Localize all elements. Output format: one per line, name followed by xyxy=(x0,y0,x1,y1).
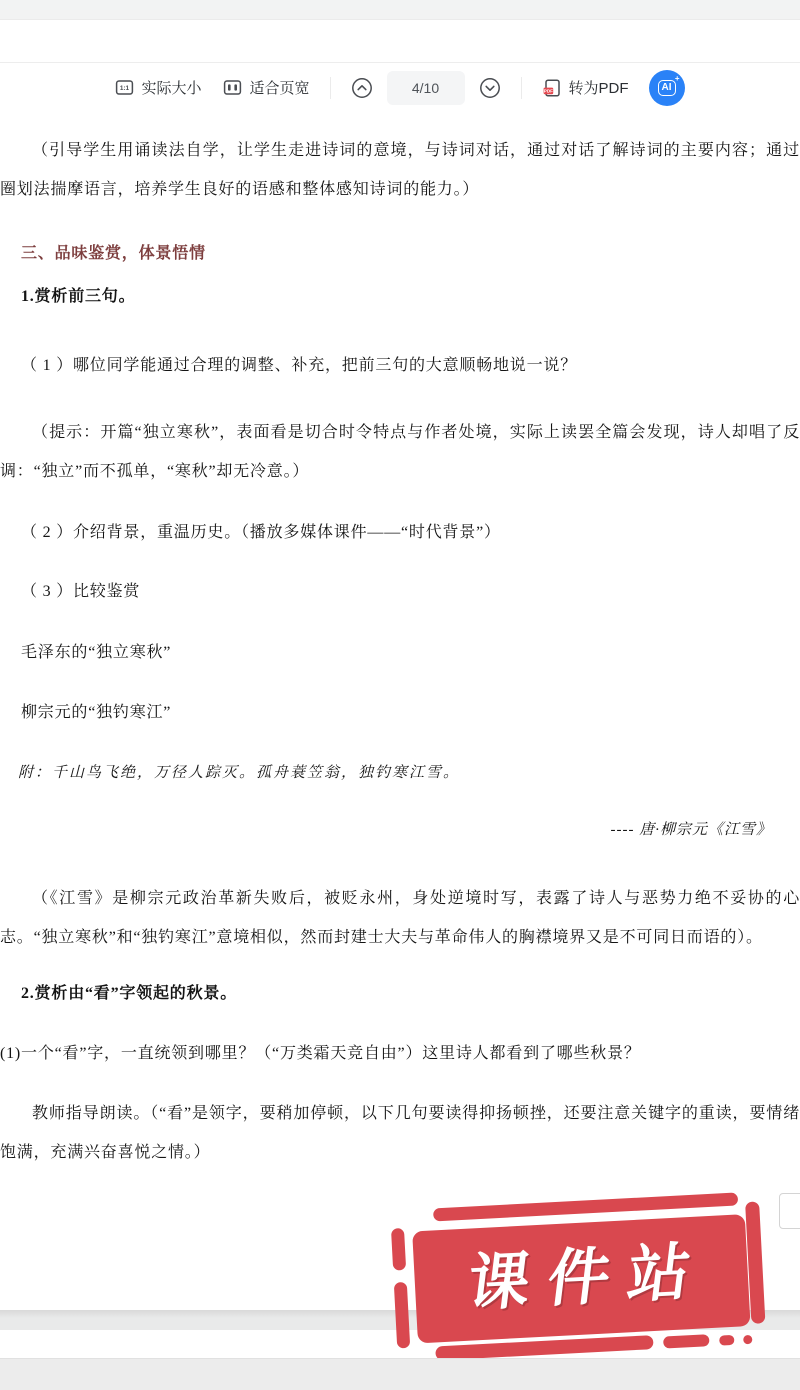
doc-paragraph: （ 3 ）比较鉴赏 xyxy=(21,583,141,600)
previous-page-button[interactable] xyxy=(351,77,373,99)
doc-paragraph: 柳宗元的“独钓寒江” xyxy=(21,704,172,721)
stamp-background xyxy=(412,1214,750,1343)
page-indicator[interactable]: 4/10 xyxy=(387,71,465,105)
stamp-frame xyxy=(391,1228,406,1271)
fit-width-icon xyxy=(223,78,242,97)
svg-text:PDF: PDF xyxy=(543,88,553,94)
svg-text:1:1: 1:1 xyxy=(120,85,130,92)
watermark-stamp xyxy=(392,1196,800,1366)
doc-heading-sub: 2.赏析由“看”字领起的秋景。 xyxy=(21,985,238,1002)
doc-paragraph: 毛泽东的“独立寒秋” xyxy=(21,644,172,661)
doc-heading-sub: 1.赏析前三句。 xyxy=(21,288,136,305)
next-page-button[interactable] xyxy=(479,77,501,99)
doc-paragraph: （提示：开篇“独立寒秋”，表面看是切合时令特点与作者处境，实际上读罢全篇会发现，诗人却唱了反调：“独立”而不孤单，“寒秋”却无冷意。） xyxy=(0,424,800,480)
doc-paragraph: （ 2 ）介绍背景，重温历史。（播放多媒体课件——“时代背景”） xyxy=(21,524,501,541)
doc-poem-line: 附：千山鸟飞绝，万径人踪灭。孤舟蓑笠翁，独钓寒江雪。 xyxy=(18,765,461,781)
fit-width-label: 适合页宽 xyxy=(249,80,310,97)
actual-size-button[interactable] xyxy=(115,77,201,98)
doc-paragraph: （引导学生用诵读法自学，让学生走进诗词的意境，与诗词对话，通过对话了解诗词的主要内容；通过圈划法揣摩语言，培养学生良好的语感和整体感知诗词的能力。） xyxy=(0,142,800,198)
convert-pdf-button[interactable] xyxy=(542,77,629,98)
stamp-frame xyxy=(394,1282,410,1349)
top-gray-strip xyxy=(0,0,800,20)
pdf-icon xyxy=(542,78,562,98)
toolbar-divider xyxy=(330,77,331,99)
ai-sparkle-icon: + xyxy=(674,73,680,83)
ai-icon: AI xyxy=(658,80,676,96)
document-page xyxy=(0,112,800,1310)
ai-assistant-button[interactable] xyxy=(649,70,685,106)
convert-pdf-label: 转为PDF xyxy=(568,80,629,97)
stamp-frame xyxy=(719,1335,735,1346)
actual-size-label: 实际大小 xyxy=(141,80,202,97)
doc-paragraph: (1)一个“看”字，一直统领到哪里？（“万类霜天竞自由”）这里诗人都看到了哪些秋景？ xyxy=(0,1045,641,1062)
viewer-toolbar xyxy=(0,62,800,113)
stamp-text: 课件站 xyxy=(464,1236,713,1319)
doc-heading-section: 三、品味鉴赏，体景悟情 xyxy=(21,245,206,262)
stamp-frame xyxy=(663,1334,710,1348)
actual-size-icon xyxy=(115,78,134,97)
doc-paragraph: 教师指导朗读。（“看”是领字，要稍加停顿，以下几句要读得抑扬顿挫，还要注意关键字的重读，要情绪饱满，充满兴奋喜悦之情。） xyxy=(0,1105,800,1161)
toolbar-divider xyxy=(521,77,522,99)
fit-width-button[interactable] xyxy=(223,77,309,98)
bottom-gray-band xyxy=(0,1358,800,1390)
stamp-frame xyxy=(743,1335,752,1344)
doc-paragraph: （《江雪》是柳宗元政治革新失败后，被贬永州，身处逆境时写，表露了诗人与恶势力绝不妥协的心志。“独立寒秋”和“独钓寒江”意境相似，然而封建士大夫与革命伟人的胸襟境界又是不可同日而语的）。 xyxy=(0,890,800,946)
doc-paragraph: （ 1 ）哪位同学能通过合理的调整、补充，把前三句的大意顺畅地说一说？ xyxy=(21,357,578,374)
doc-poem-attribution: ---- 唐·柳宗元《江雪》 xyxy=(610,822,772,838)
